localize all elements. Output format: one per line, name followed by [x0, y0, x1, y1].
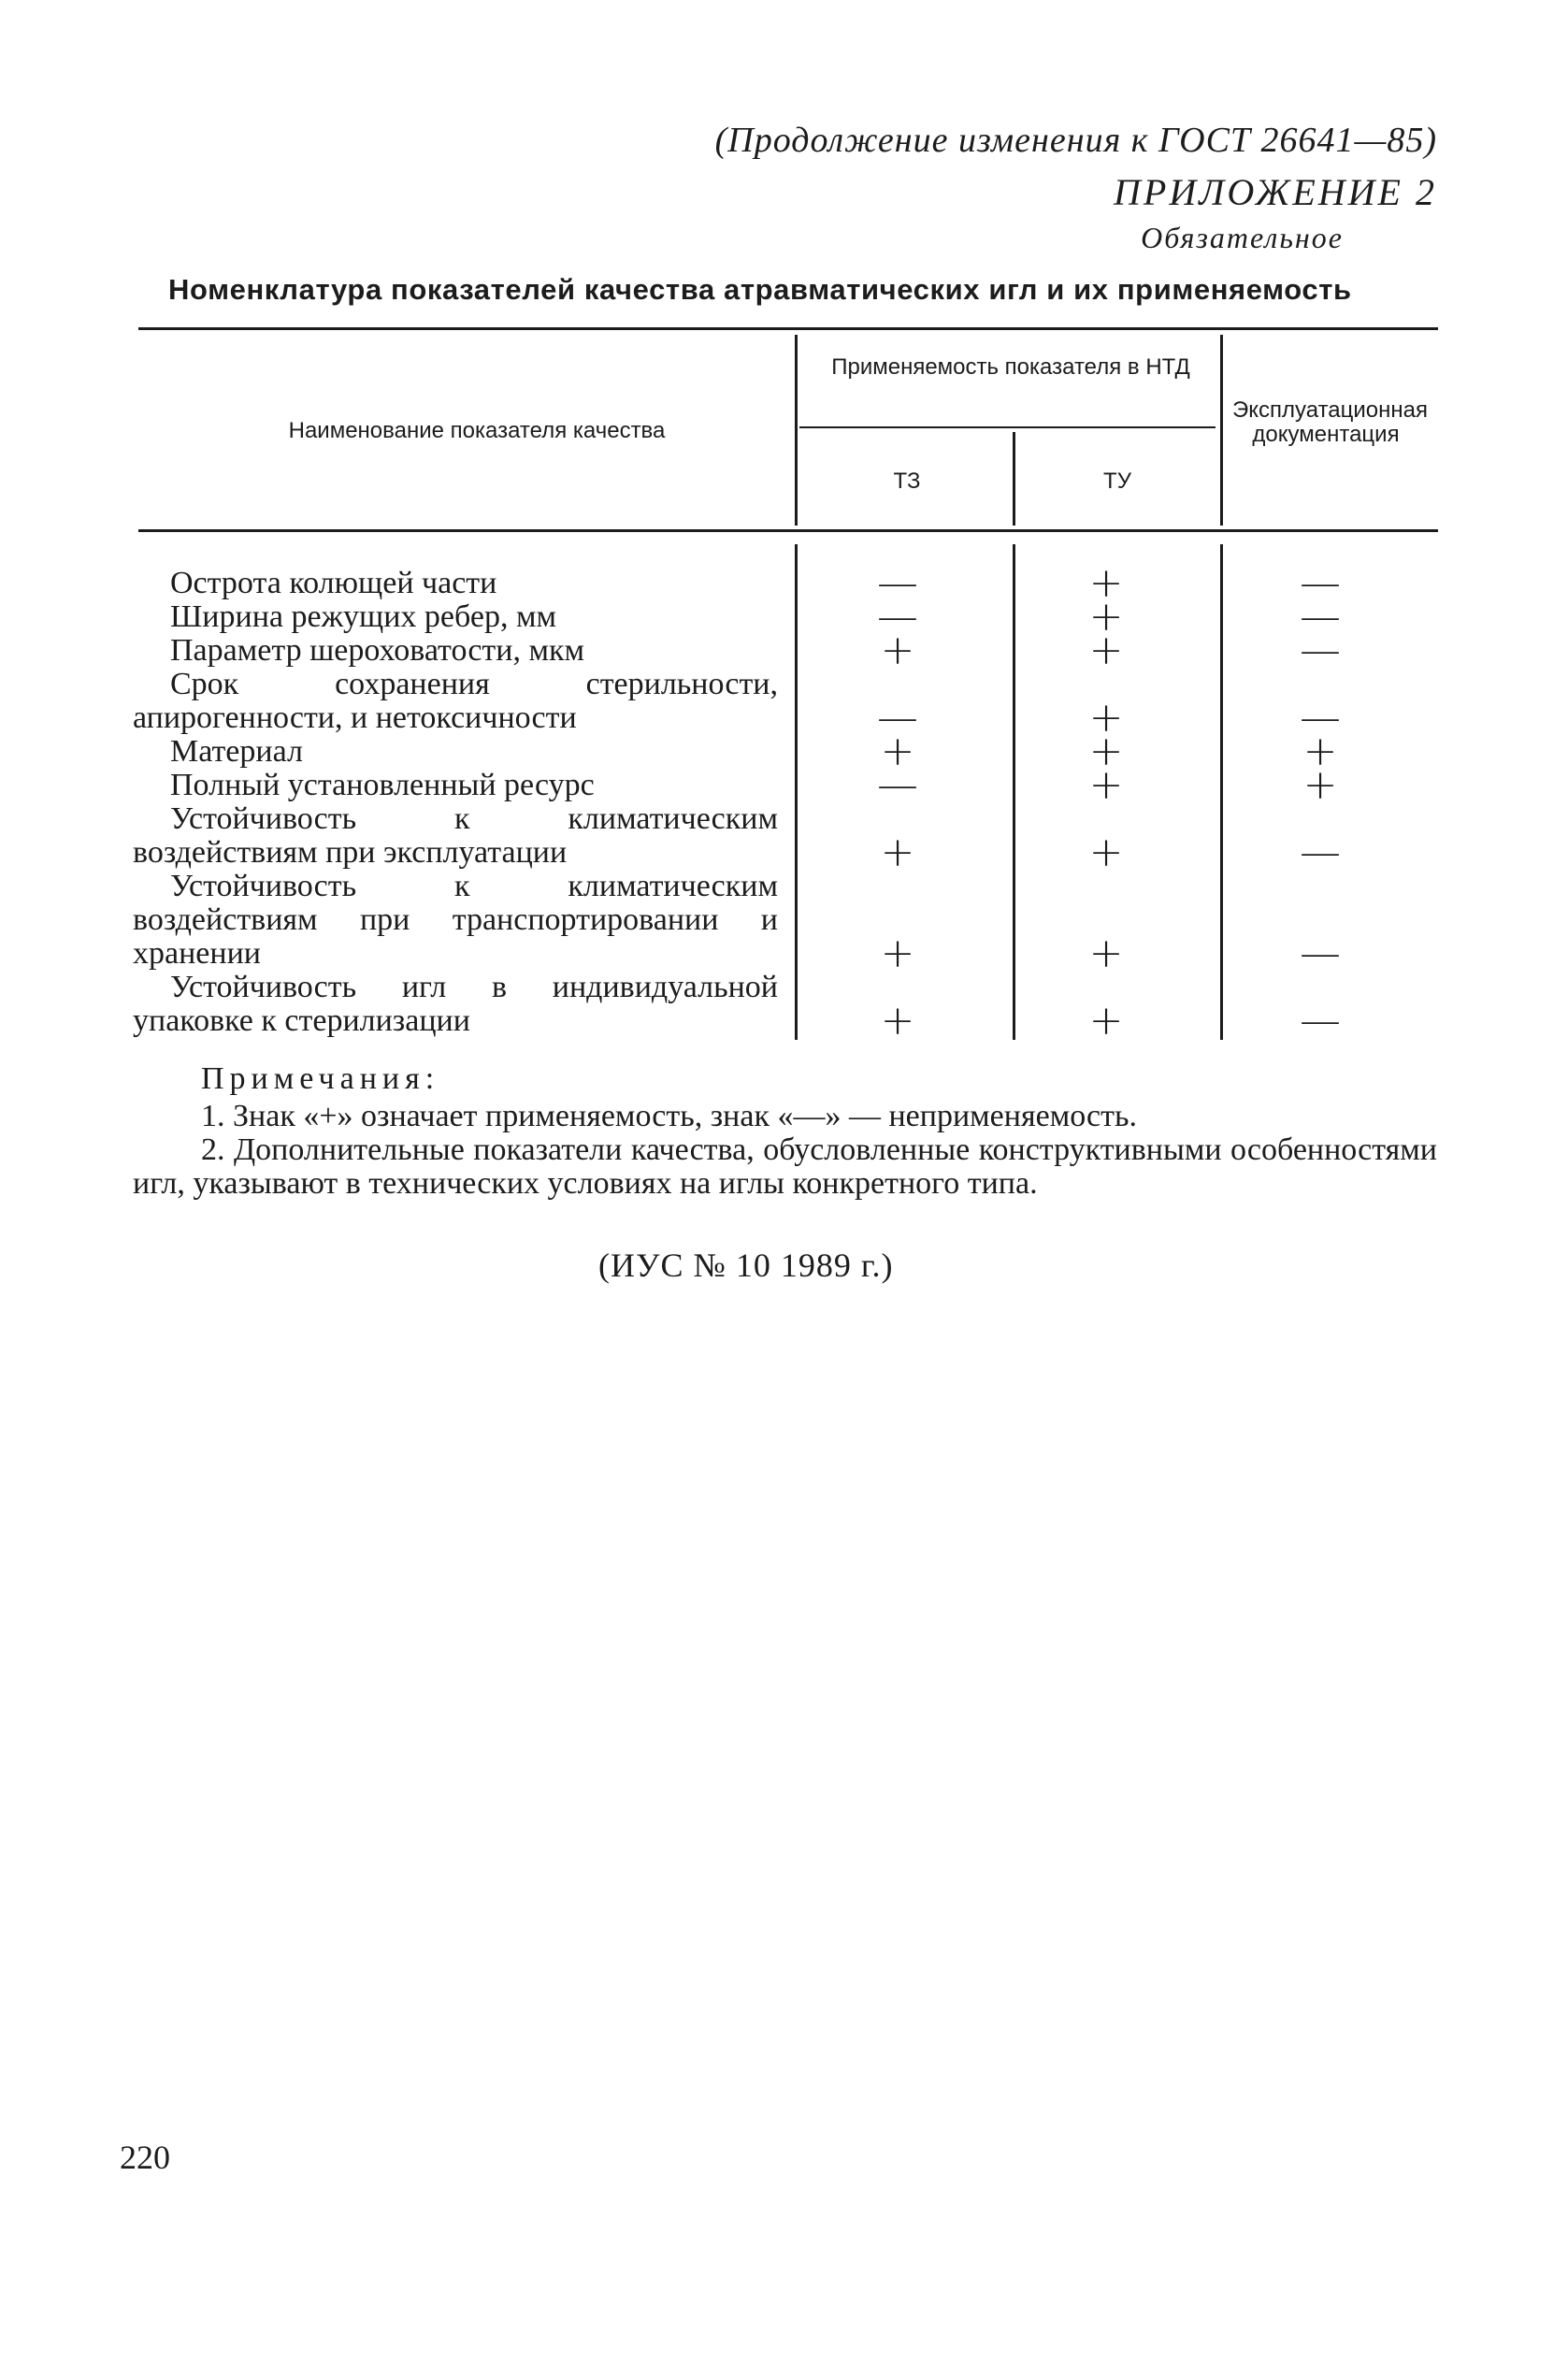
column-divider-3	[1220, 335, 1223, 526]
mark-tu: +	[1088, 593, 1124, 641]
note-item: 1. Знак «+» означает применяемость, знак «—» — неприменяемость.	[201, 1099, 1138, 1133]
table-title: Номенклатура показателей качества атравматических игл и их применяемость	[168, 273, 1352, 306]
mark-tu: +	[1088, 627, 1124, 674]
subheader-rule	[799, 426, 1216, 428]
mark-doc: —	[1300, 627, 1341, 674]
header-operational-docs: Эксплуатационная документация	[1232, 397, 1428, 447]
body-column-divider-3	[1220, 544, 1223, 1040]
mark-doc: —	[1300, 997, 1341, 1045]
appendix-status: Обязательное	[1141, 221, 1344, 254]
row-label: Острота колющей части	[170, 566, 497, 600]
mark-tz: +	[880, 997, 915, 1045]
body-column-divider-1	[795, 544, 798, 1040]
table-header-bottom-rule	[138, 529, 1438, 532]
mark-doc: +	[1302, 761, 1338, 809]
mark-tz: —	[877, 761, 918, 809]
mark-tz: —	[877, 559, 918, 607]
mark-tz: +	[880, 728, 915, 775]
header-tu: ТУ	[1103, 468, 1131, 494]
row-label: Ширина режущих ребер, мм	[170, 599, 556, 634]
row-label: Срок сохранения стерильности, апирогенности, и нетоксичности	[133, 667, 778, 735]
column-divider-2	[1013, 432, 1015, 526]
mark-tu: +	[1088, 930, 1124, 977]
row-label: Параметр шероховатости, мкм	[170, 633, 585, 668]
header-indicator-name: Наименование показателя качества	[288, 418, 666, 443]
mark-tu: +	[1088, 559, 1124, 607]
mark-tz: +	[880, 627, 915, 674]
continuation-note: (Продолжение изменения к ГОСТ 26641—85)	[714, 121, 1437, 160]
mark-doc: —	[1300, 829, 1341, 876]
body-column-divider-2	[1013, 544, 1015, 1040]
notes-heading: Примечания:	[201, 1061, 440, 1096]
source-reference: (ИУС № 10 1989 г.)	[598, 1247, 894, 1284]
column-divider-1	[795, 335, 798, 526]
mark-tz: +	[880, 829, 915, 876]
row-label: Материал	[170, 734, 303, 769]
mark-tu: +	[1088, 997, 1124, 1045]
mark-tz: +	[880, 930, 915, 977]
mark-tu: +	[1088, 829, 1124, 876]
row-label: Полный установленный ресурс	[170, 768, 595, 802]
mark-doc: —	[1300, 559, 1341, 607]
row-label: Устойчивость игл в индивидуальной упаковке к стерилизации	[133, 970, 778, 1038]
note-item: 2. Дополнительные показатели качества, обусловленные конструктивными особенностями игл, указывают в технических условиях на иглы конкретного типа.	[133, 1132, 1437, 1201]
mark-doc: —	[1300, 593, 1341, 641]
header-applicability-group: Применяемость показателя в НТД	[831, 354, 1190, 380]
mark-doc: —	[1300, 930, 1341, 977]
mark-doc: —	[1300, 694, 1341, 742]
row-label: Устойчивость к климатическим воздействиям при эксплуатации	[133, 801, 778, 870]
mark-tz: —	[877, 593, 918, 641]
header-tz: ТЗ	[893, 468, 921, 494]
mark-tu: +	[1088, 728, 1124, 775]
table-top-rule	[138, 327, 1438, 330]
mark-tu: +	[1088, 694, 1124, 742]
row-label: Устойчивость к климатическим воздействиям при транспортировании и хранении	[133, 869, 778, 971]
mark-doc: +	[1302, 728, 1338, 775]
mark-tu: +	[1088, 761, 1124, 809]
page-number: 220	[120, 2139, 170, 2176]
mark-tz: —	[877, 694, 918, 742]
appendix-title: ПРИЛОЖЕНИЕ 2	[1114, 171, 1437, 213]
